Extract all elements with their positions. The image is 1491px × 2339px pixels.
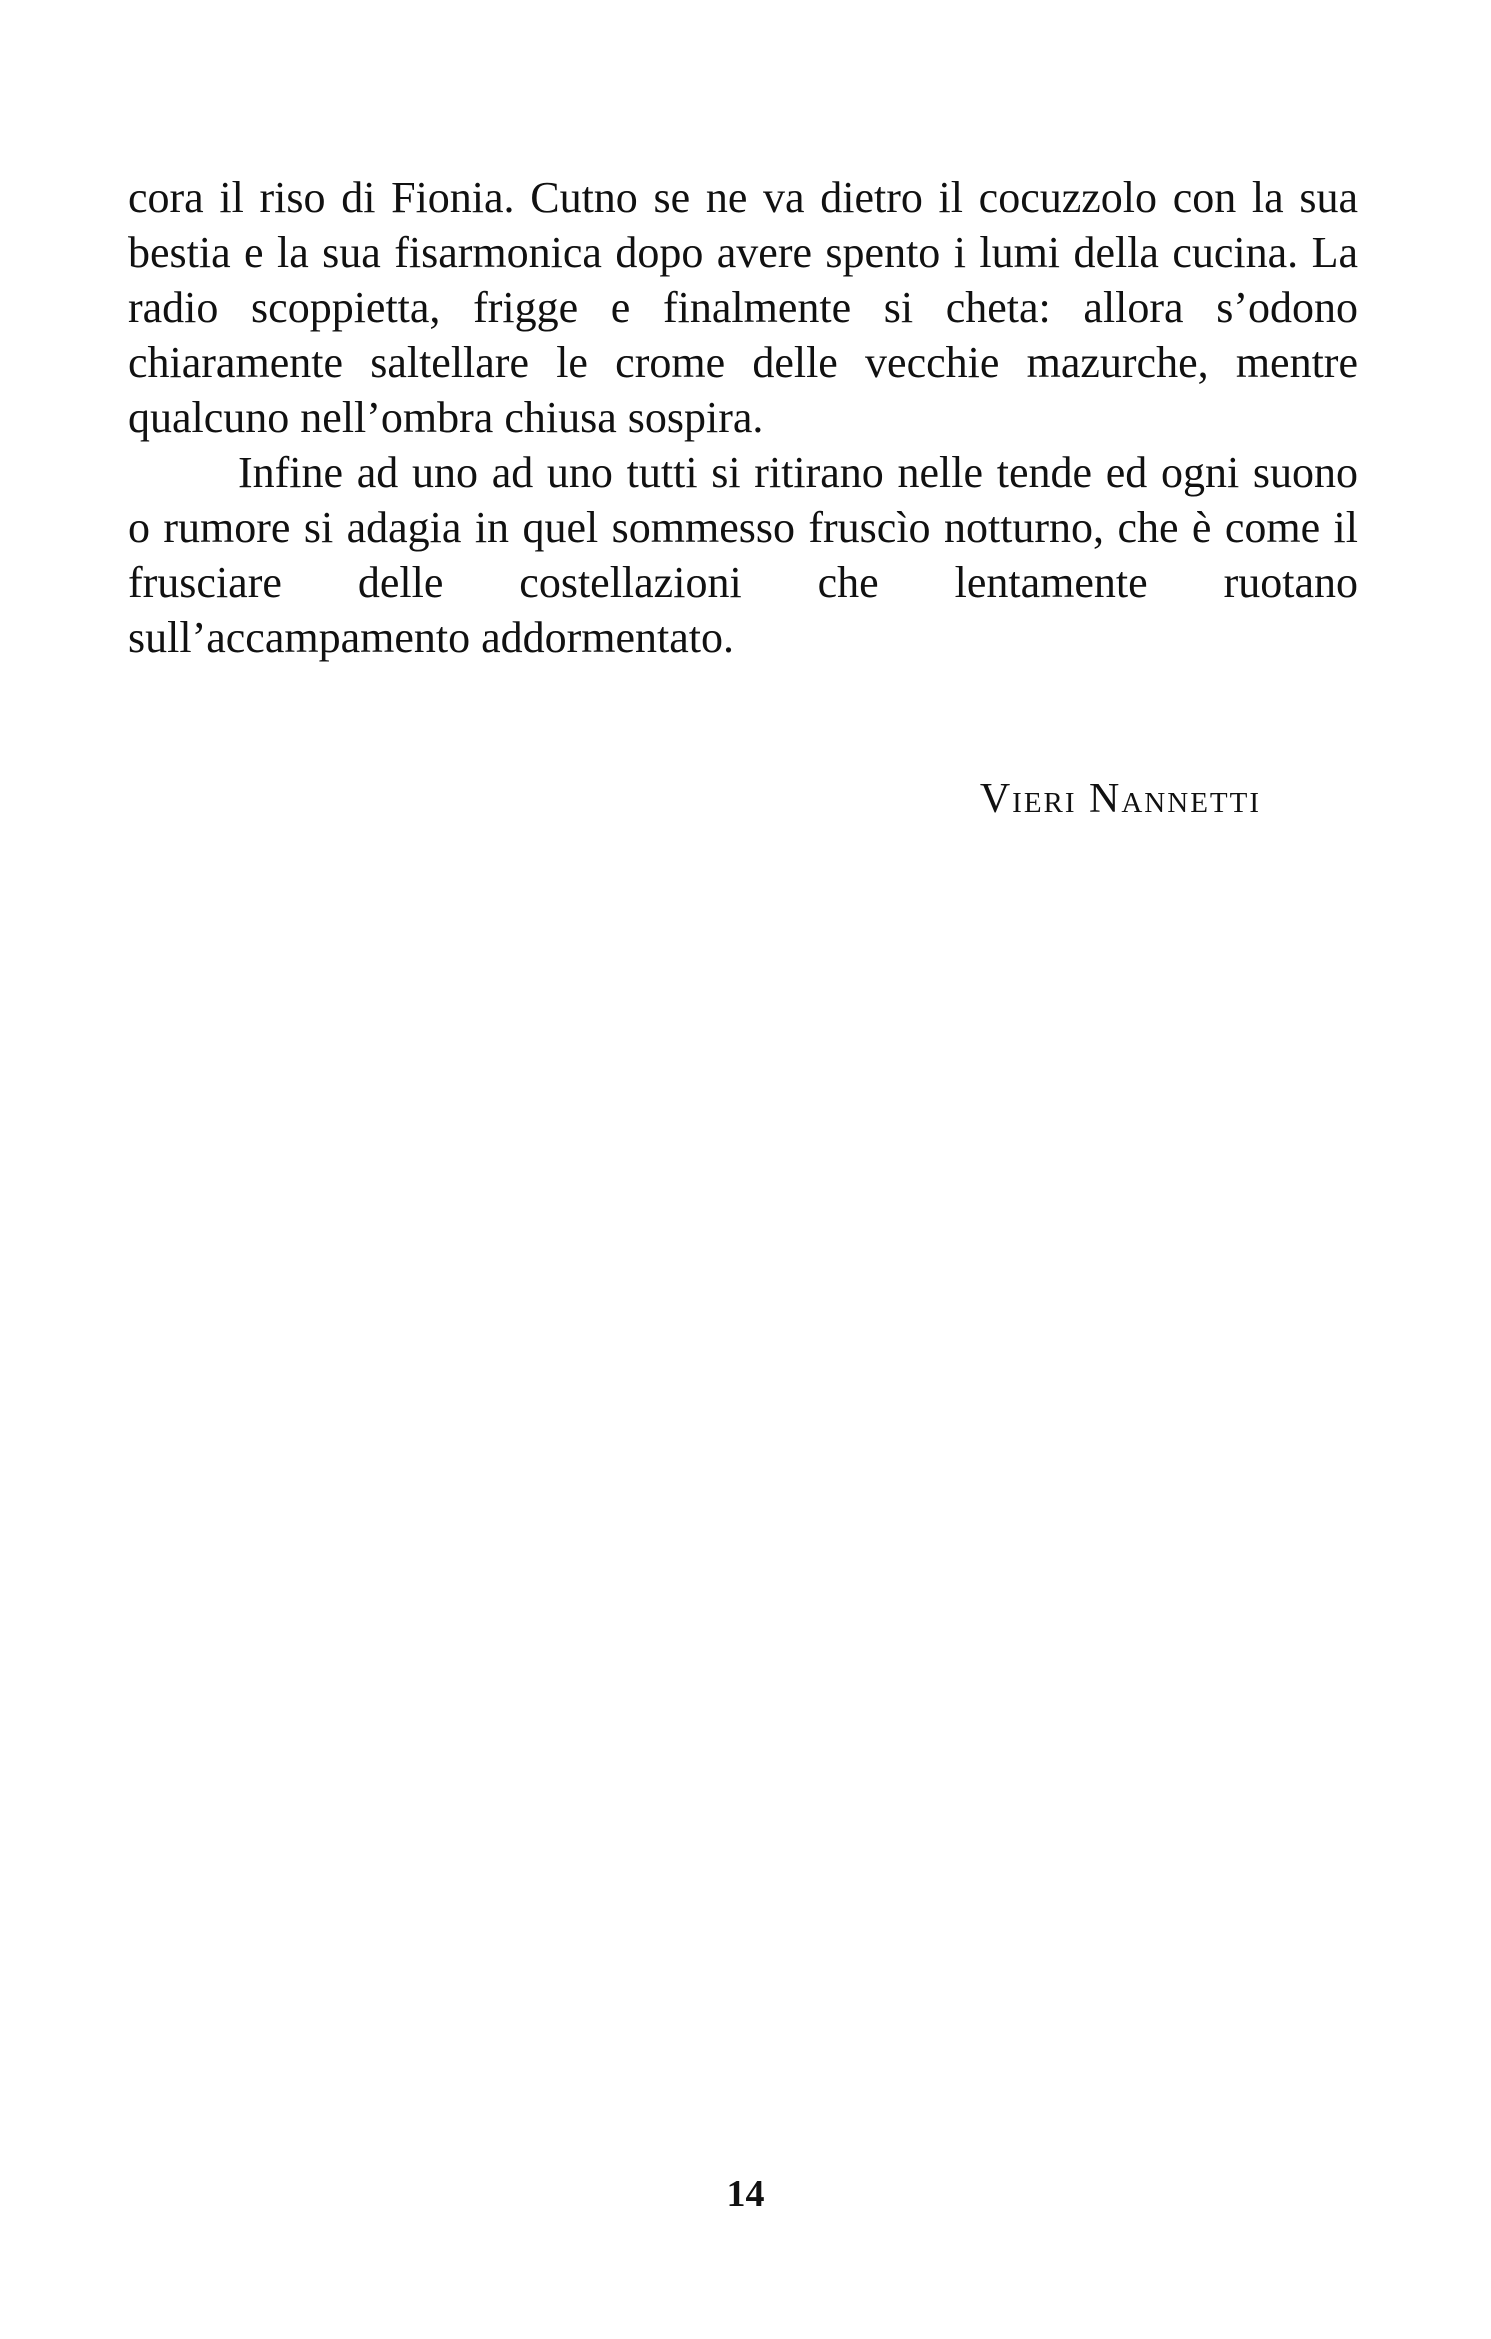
paragraph-2: Infine ad uno ad uno tutti si ritirano nelle tende ed ogni suono o rumore si adagia in quel sommesso fruscìo notturno, che è come il frusciare delle costellazioni che lentamente ruotano sull’accampamento addormentato.	[128, 448, 1358, 662]
paragraph-1: cora il riso di Fionia. Cutno se ne va dietro il cocuzzolo con la sua bestia e la sua fisarmonica dopo avere spento i lumi della cucina. La radio scoppietta, frigge e finalmente si cheta: allora s’odono chiaramente saltellare le crome delle vecchie mazurche, mentre qualcuno nell’ombra chiusa sospira.	[128, 173, 1358, 442]
author-signature: Vieri Nannetti	[979, 776, 1261, 822]
body-text	[128, 170, 1358, 665]
page-number: 14	[726, 2173, 765, 2215]
